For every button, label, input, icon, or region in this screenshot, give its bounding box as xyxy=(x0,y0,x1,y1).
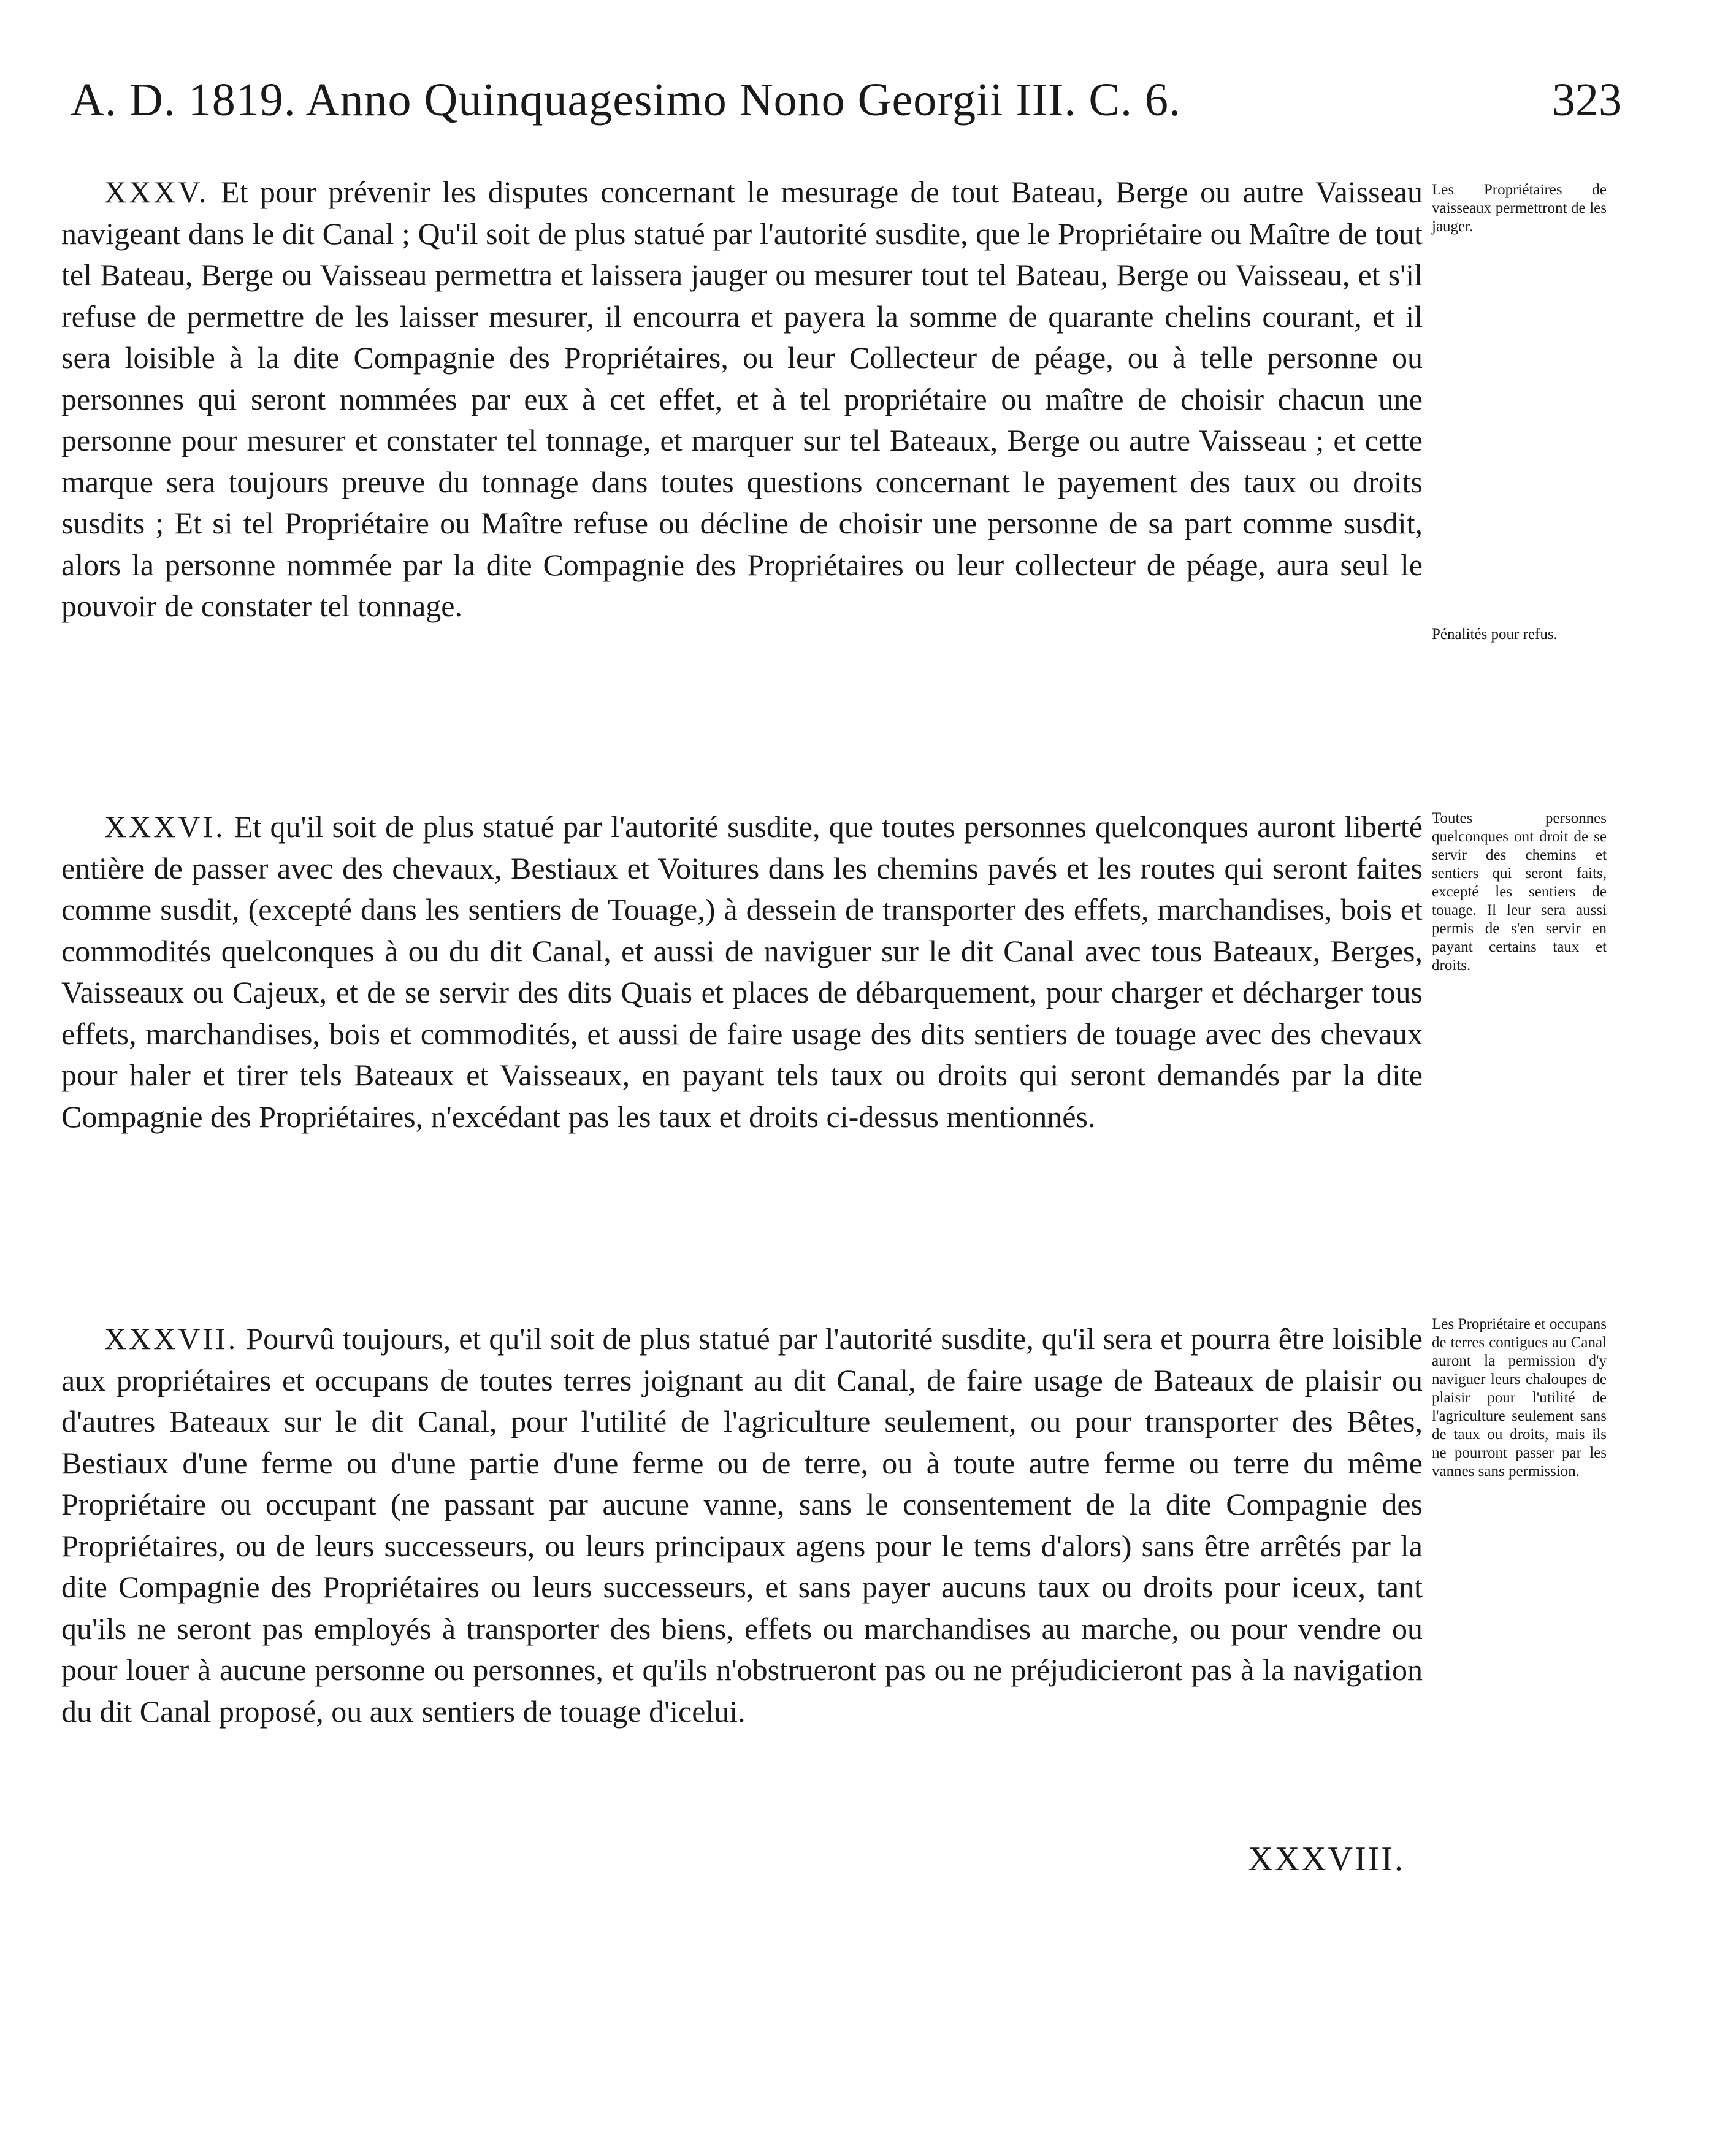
section-text: Pourvû toujours, et qu'il soit de plus statué par l'autorité susdite, qu'il sera et pourra être loisible aux propriétaires et occupans de toutes terres joignant au dit Canal, de faire usage de Bateaux de plaisir ou d'autres Bateaux sur le dit Canal, pour l'utilité de l'agriculture seulement, ou pour transporter des Bêtes, Bestiaux d'une ferme ou d'une partie d'une ferme ou de terre, ou à toute autre ferme ou terre du même Propriétaire ou occupant (ne passant par aucune vanne, sans le consentement de la dite Compagnie des Propriétaires, ou de leurs successeurs, ou leurs principaux agens pour le tems d'alors) sans être arrêtés par la dite Compagnie des Propriétaires ou leurs successeurs, et sans payer aucuns taux ou droits pour iceux, tant qu'ils ne seront pas employés à transporter des biens, effets ou marchandises au marche, ou pour vendre ou pour louer à aucune personne ou personnes, et qu'ils n'obstrueront pas ou ne préjudicieront pas à la navigation du dit Canal proposé, ou aux sentiers de touage d'icelui. xyxy=(61,1321,1423,1729)
margin-note: Pénalités pour refus. xyxy=(1432,626,1558,643)
catchword: XXXVIII. xyxy=(1248,1840,1405,1878)
page-header xyxy=(71,74,1622,135)
margin-note: Les Propriétaires de vaisseaux permettront de les jauger. xyxy=(1432,181,1607,235)
section-number: XXXVII. xyxy=(104,1321,239,1356)
page-number: 323 xyxy=(1552,74,1622,126)
section-text: Et qu'il soit de plus statué par l'autorité susdite, que toutes personnes quelconques auront liberté entière de passer avec des chevaux, Bestiaux et Voitures dans les chemins pavés et les routes qui seront faites comme susdit, (excepté dans les sentiers de Touage,) à dessein de transporter des effets, marchandises, bois et commodités quelconques à ou du dit Canal, et aussi de naviguer sur le dit Canal avec tous Bateaux, Berges, Vaisseaux ou Cajeux, et de se servir des dits Quais et places de débarquement, pour charger et décharger tous effets, marchandises, bois et commodités, et aussi de faire usage des dits sentiers de touage avec des chevaux pour haler et tirer tels Bateaux et Vaisseaux, en payant tels taux ou droits qui seront demandés par la dite Compagnie des Propriétaires, n'excédant pas les taux et droits ci-dessus mentionnés. xyxy=(61,809,1423,1134)
section-number: XXXV. xyxy=(104,175,209,209)
margin-note: Toutes personnes quelconques ont droit de se servir des chemins et sentiers qui seront faits, excepté les sentiers de touage. Il leur sera aussi permis de s'en servir en payant certains taux et droits. xyxy=(1432,810,1607,974)
section-text: Et pour prévenir les disputes concernant le mesurage de tout Bateau, Berge ou autre Vaisseau navigeant dans le dit Canal ; Qu'il soit de plus statué par l'autorité susdite, que le Propriétaire ou Maître de tout tel Bateau, Berge ou Vaisseau permettra et laissera jauger ou mesurer tout tel Bateau, Berge ou Vaisseau, et s'il refuse de permettre de les laisser mesurer, il encourra et payera la somme de quarante chelins courant, et il sera loisible à la dite Compagnie des Propriétaires, ou leur Collecteur de péage, ou à telle personne ou personnes qui seront nommées par eux à cet effet, et à tel propriétaire ou maître de choisir chacun une personne pour mesurer et constater tel tonnage, et marquer sur tel Bateaux, Berge ou autre Vaisseau ; et cette marque sera toujours preuve du tonnage dans toutes questions concernant le payement des taux ou droits susdits ; Et si tel Propriétaire ou Maître refuse ou décline de choisir une personne de sa part comme susdit, alors la personne nommée par la dite Compagnie des Propriétaires ou leur collecteur de péage, aura seul le pouvoir de constater tel tonnage. xyxy=(61,175,1423,623)
section-number: XXXVI. xyxy=(104,809,226,844)
running-title: A. D. 1819. Anno Quinquagesimo Nono Georgii III. C. 6. xyxy=(71,74,1182,126)
margin-note: Les Propriétaire et occupans de terres contigues au Canal auront la permission d'y naviguer leurs chaloupes de plaisir pour l'utilité de l'agriculture seulement sans de taux ou droits, mais ils ne pourront passer par les vannes sans permission. xyxy=(1432,1316,1607,1480)
section-35 xyxy=(61,172,1423,627)
section-36 xyxy=(61,806,1423,1137)
section-37 xyxy=(61,1318,1423,1732)
